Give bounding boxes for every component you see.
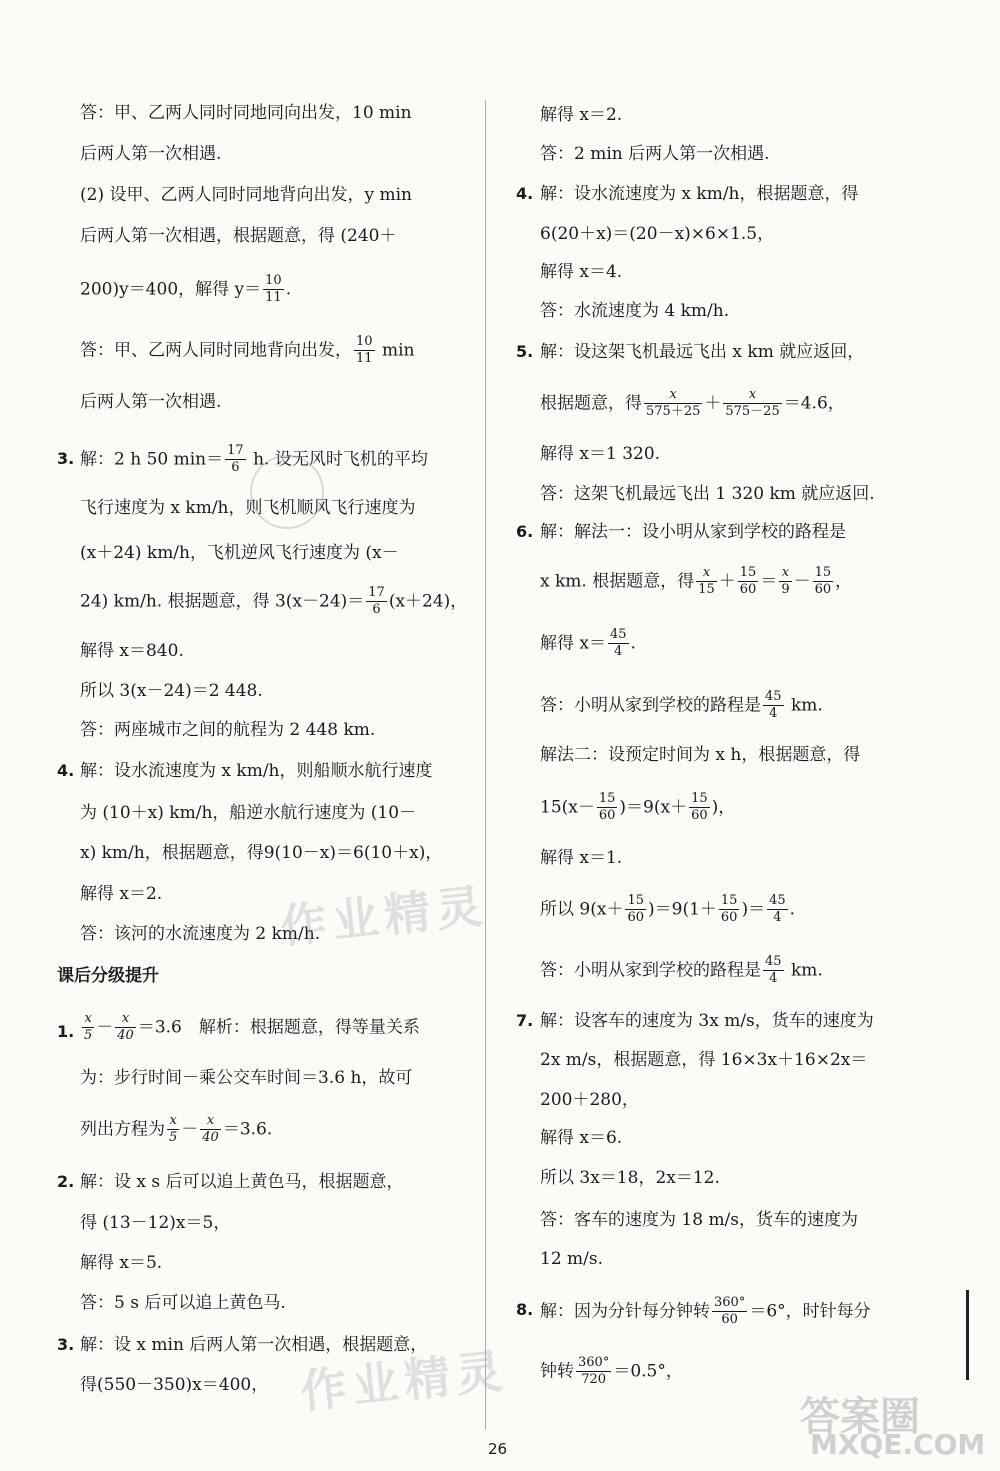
- text-line: $\frac{x}{5}$ － $\frac{x}{40}$ ＝3.6 解析：根据题意，得等量关系: [84, 1011, 420, 1044]
- text-line: 解：设这架飞机最远飞出 x km 就应返回，: [540, 342, 865, 362]
- text-line: 为：步行时间－乘公交车时间＝3.6 h，故可: [80, 1068, 413, 1088]
- watermark-seal: [250, 455, 324, 529]
- page-number: 26: [488, 1440, 508, 1458]
- text-line: 答：甲、乙两人同时同地同向出发，10 min: [80, 103, 412, 123]
- text-line: 根据题意，得 $\frac{x}{575+25}$ ＋ $\frac{x}{575-25}$ ＝4.6，: [540, 387, 845, 420]
- text-line: 答：两座城市之间的航程为 2 448 km.: [80, 720, 376, 740]
- text-line: 解得 x＝840.: [80, 641, 184, 661]
- text-line: 所以 3x＝18，2x＝12.: [540, 1168, 720, 1188]
- text-line: 得 (13－12)x＝5，: [80, 1213, 231, 1233]
- text-line: (2) 设甲、乙两人同时同地背向出发，y min: [80, 185, 412, 205]
- question-number: 7.: [516, 1011, 534, 1030]
- text-line: 答：客车的速度为 18 m/s，货车的速度为: [540, 1210, 859, 1230]
- question-number: 3.: [57, 1335, 75, 1354]
- page-edge-mark: [966, 1290, 969, 1380]
- text-line: 2x m/s，根据题意，得 16×3x＋16×2x＝: [540, 1050, 868, 1070]
- text-line: 解得 x＝1.: [540, 848, 623, 868]
- text-line: 解：设 x min 后两人第一次相遇，根据题意，: [80, 1335, 428, 1355]
- question-number: 1.: [57, 1022, 75, 1041]
- text-line: 解：设水流速度为 x km/h，根据题意，得: [540, 184, 859, 204]
- text-line: 解：2 h 50 min＝ $\frac{17}{6}$ h. 设无风时飞机的平均: [80, 443, 428, 476]
- text-line: 答：该河的水流速度为 2 km/h.: [80, 924, 321, 944]
- question-number: 3.: [57, 449, 75, 468]
- text-line: 答：这架飞机最远飞出 1 320 km 就应返回.: [540, 484, 875, 504]
- text-line: 答：小明从家到学校的路程是 $\frac{45}{4}$ km.: [540, 689, 823, 722]
- question-number: 4.: [516, 184, 534, 203]
- column-divider: [485, 100, 486, 1430]
- text-line: 解：设水流速度为 x km/h，则船顺水航行速度: [80, 761, 433, 781]
- text-line: 解：解法一：设小明从家到学校的路程是: [540, 522, 846, 542]
- text-line: (x＋24) km/h，飞机逆风飞行速度为 (x－: [80, 543, 399, 563]
- text-line: 解法二：设预定时间为 x h，根据题意，得: [540, 745, 861, 765]
- text-line: 解：设 x s 后可以追上黄色马，根据题意，: [80, 1172, 404, 1192]
- text-line: 200＋280，: [540, 1090, 639, 1110]
- text-line: 12 m/s.: [540, 1249, 604, 1269]
- text-line: 为 (10＋x) km/h，船逆水航行速度为 (10－: [80, 803, 417, 823]
- text-line: 解：因为分针每分钟转 $\frac{360^\circ}{60}$ ＝6°，时针每分: [540, 1295, 871, 1328]
- text-line: 钟转 $\frac{360^\circ}{720}$ ＝0.5°，: [540, 1355, 683, 1388]
- text-line: 解：设客车的速度为 3x m/s，货车的速度为: [540, 1011, 874, 1031]
- text-line: 后两人第一次相遇.: [80, 392, 222, 412]
- text-line: 答：小明从家到学校的路程是 $\frac{45}{4}$ km.: [540, 954, 823, 987]
- text-line: 解得 x＝4.: [540, 262, 623, 282]
- text-line: 解得 x＝5.: [80, 1253, 163, 1273]
- text-line: 后两人第一次相遇.: [80, 144, 222, 164]
- text-line: 所以 9(x＋ $\frac{15}{60}$ )＝9(1＋ $\frac{15}{60}$ )＝ $\frac{45}{4}$ .: [540, 893, 796, 926]
- text-line: 答：2 min 后两人第一次相遇.: [540, 144, 770, 164]
- text-line: 解得 x＝ $\frac{45}{4}$ .: [540, 627, 636, 660]
- text-line: x) km/h，根据题意，得9(10－x)＝6(10＋x)，: [80, 843, 443, 863]
- text-line: 解得 x＝2.: [80, 884, 163, 904]
- text-line: 解得 x＝6.: [540, 1128, 623, 1148]
- text-line: 答：5 s 后可以追上黄色马.: [80, 1293, 286, 1313]
- text-line: 得(550－350)x＝400，: [80, 1375, 269, 1395]
- question-number: 8.: [516, 1300, 534, 1319]
- text-line: 6(20＋x)＝(20－x)×6×1.5，: [540, 224, 775, 244]
- text-line: 答：水流速度为 4 km/h.: [540, 301, 730, 321]
- text-line: 答：甲、乙两人同时同地背向出发， $\frac{10}{11}$ min: [80, 334, 415, 367]
- question-number: 6.: [516, 522, 534, 541]
- text-line: 飞行速度为 x km/h，则飞机顺风飞行速度为: [80, 498, 416, 518]
- section-heading: 课后分级提升: [57, 966, 159, 986]
- text-line: 所以 3(x－24)＝2 448.: [80, 681, 263, 701]
- site-watermark-logo: 答案圈: [800, 1394, 920, 1440]
- text-line: 15(x－ $\frac{15}{60}$ )＝9(x＋ $\frac{15}{60}$ )，: [540, 791, 736, 824]
- text-line: 解得 x＝1 320.: [540, 444, 661, 464]
- text-line: 24) km/h. 根据题意，得 3(x－24)＝ $\frac{17}{6}$ (x＋24)，: [80, 585, 468, 618]
- question-number: 5.: [516, 342, 534, 361]
- watermark: 作业精灵: [298, 1343, 511, 1419]
- watermark: 作业精灵: [278, 878, 491, 954]
- site-watermark-url: MXQE.COM: [810, 1428, 986, 1461]
- question-number: 2.: [57, 1172, 75, 1191]
- text-line: 解得 x＝2.: [540, 105, 623, 125]
- text-line: 200)y＝400，解得 y＝ $\frac{10}{11}$ .: [80, 273, 292, 306]
- text-line: 列出方程为 $\frac{x}{5}$ － $\frac{x}{40}$ ＝3.6.: [80, 1113, 273, 1146]
- question-number: 4.: [57, 761, 75, 780]
- text-line: x km. 根据题意，得 $\frac{x}{15}$ ＋ $\frac{15}{60}$ ＝ $\frac{x}{9}$ － $\frac{15}{60}$ ，: [540, 565, 853, 598]
- text-line: 后两人第一次相遇，根据题意，得 (240＋: [80, 226, 397, 246]
